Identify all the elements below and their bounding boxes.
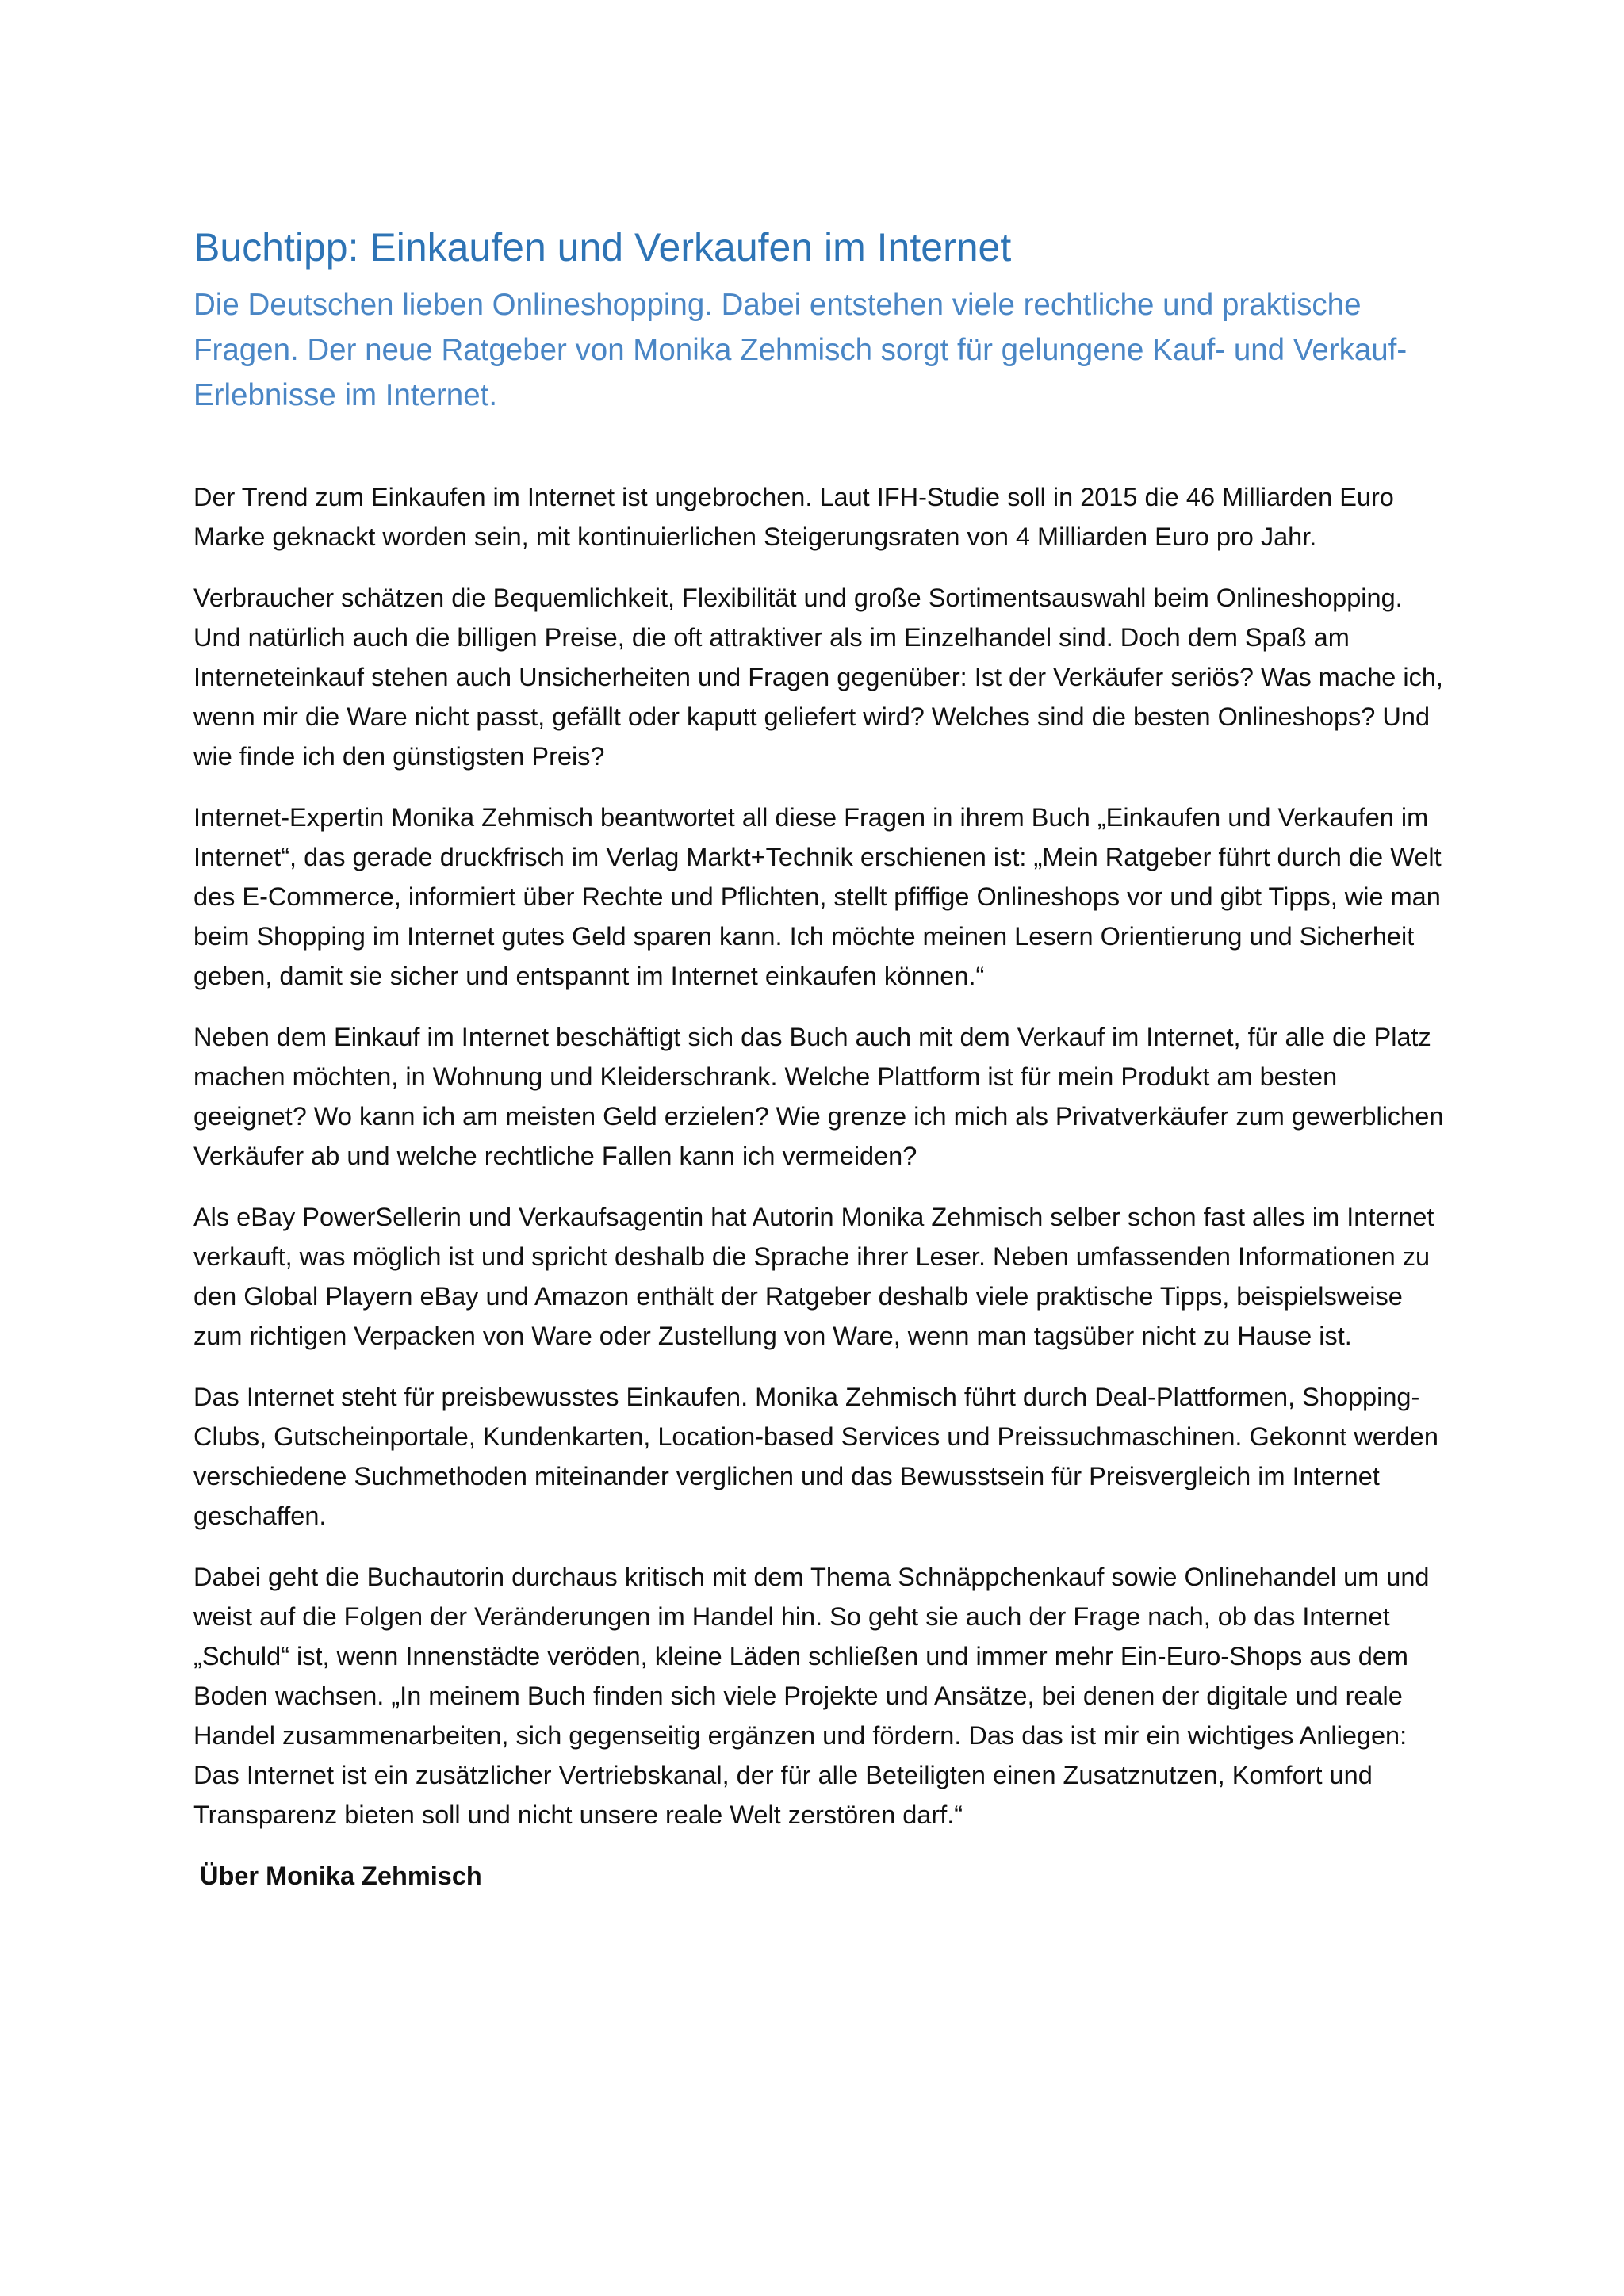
paragraph-4: Neben dem Einkauf im Internet beschäftigt sich das Buch auch mit dem Verkauf im Internet, für alle die Platz machen möchten, in Wohnung und Kleiderschrank. Welche Plattform ist für mein Produkt am besten geeignet? Wo kann ich am meisten Geld erzielen? Wie grenze ich mich als Privatverkäufer zum gewerblichen Verkäufer ab und welche rechtliche Fallen kann ich vermeiden? [193, 1023, 1444, 1170]
paragraph-3: Internet-Expertin Monika Zehmisch beantwortet all diese Fragen in ihrem Buch „Einkaufen und Verkaufen im Internet“, das gerade druckfrisch im Verlag Markt+Technik erschienen ist: „Mein Ratgeber führt durch die Welt des E-Commerce, informiert über Rechte und Pflichten, stellt pfiffige Onlineshops vor und gibt Tipps, wie man beim Shopping im Internet gutes Geld sparen kann. Ich möchte meinen Lesern Orientierung und Sicherheit geben, damit sie sicher und entspannt im Internet einkaufen können.“ [193, 803, 1442, 990]
paragraph-7: Dabei geht die Buchautorin durchaus kritisch mit dem Thema Schnäppchenkauf sowie Onlinehandel um und weist auf die Folgen der Veränderungen im Handel hin. So geht sie auch der Frage nach, ob das Internet „Schuld“ ist, wenn Innenstädte veröden, kleine Läden schließen und immer mehr Ein-Euro-Shops aus dem Boden wachsen. „In meinem Buch finden sich viele Projekte und Ansätze, bei denen der digitale und reale Handel zusammenarbeiten, sich gegenseitig ergänzen und fördern. Das das ist mir ein wichtiges Anliegen: Das Internet ist ein zusätzlicher Vertriebskanal, der für alle Beteiligten einen Zusatznutzen, Komfort und Transparenz bieten soll und nicht unsere reale Welt zerstören darf.“ [193, 1563, 1430, 1829]
paragraph-1: Der Trend zum Einkaufen im Internet ist ungebrochen. Laut IFH-Studie soll in 2015 die 46 Milliarden Euro Marke geknackt worden sein, mit kontinuierlichen Steigerungsraten von 4 Milliarden Euro pro Jahr. [193, 483, 1394, 551]
article-subtitle: Die Deutschen lieben Onlineshopping. Dabei entstehen viele rechtliche und praktische Fragen. Der neue Ratgeber von Monika Zehmisch sorgt für gelungene Kauf- und Verkauf-Erlebnisse im Internet. [193, 288, 1408, 412]
article-body [193, 224, 1446, 1896]
paragraph-5: Als eBay PowerSellerin und Verkaufsagentin hat Autorin Monika Zehmisch selber schon fast alles im Internet verkauft, was möglich ist und spricht deshalb die Sprache ihrer Leser. Neben umfassenden Informationen zu den Global Playern eBay und Amazon enthält der Ratgeber deshalb viele praktische Tipps, beispielsweise zum richtigen Verpacken von Ware oder Zustellung von Ware, wenn man tagsüber nicht zu Hause ist. [193, 1203, 1434, 1350]
section-heading-author: Über Monika Zehmisch [200, 1862, 482, 1890]
paragraph-6: Das Internet steht für preisbewusstes Einkaufen. Monika Zehmisch führt durch Deal-Plattformen, Shopping-Clubs, Gutscheinportale, Kundenkarten, Location-based Services und Preissuchmaschinen. Gekonnt werden verschiedene Suchmethoden miteinander verglichen und das Bewusstsein für Preisvergleich im Internet geschaffen. [193, 1383, 1438, 1530]
article-title: Buchtipp: Einkaufen und Verkaufen im Internet [193, 225, 1012, 270]
paragraph-2: Verbraucher schätzen die Bequemlichkeit, Flexibilität und große Sortimentsauswahl beim Onlineshopping. Und natürlich auch die billigen Preise, die oft attraktiver als im Einzelhandel sind. Doch dem Spaß am Interneteinkauf stehen auch Unsicherheiten und Fragen gegenüber: Ist der Verkäufer seriös? Was mache ich, wenn mir die Ware nicht passt, gefällt oder kaputt geliefert wird? Welches sind die besten Onlineshops? Und wie finde ich den günstigsten Preis? [193, 584, 1443, 771]
